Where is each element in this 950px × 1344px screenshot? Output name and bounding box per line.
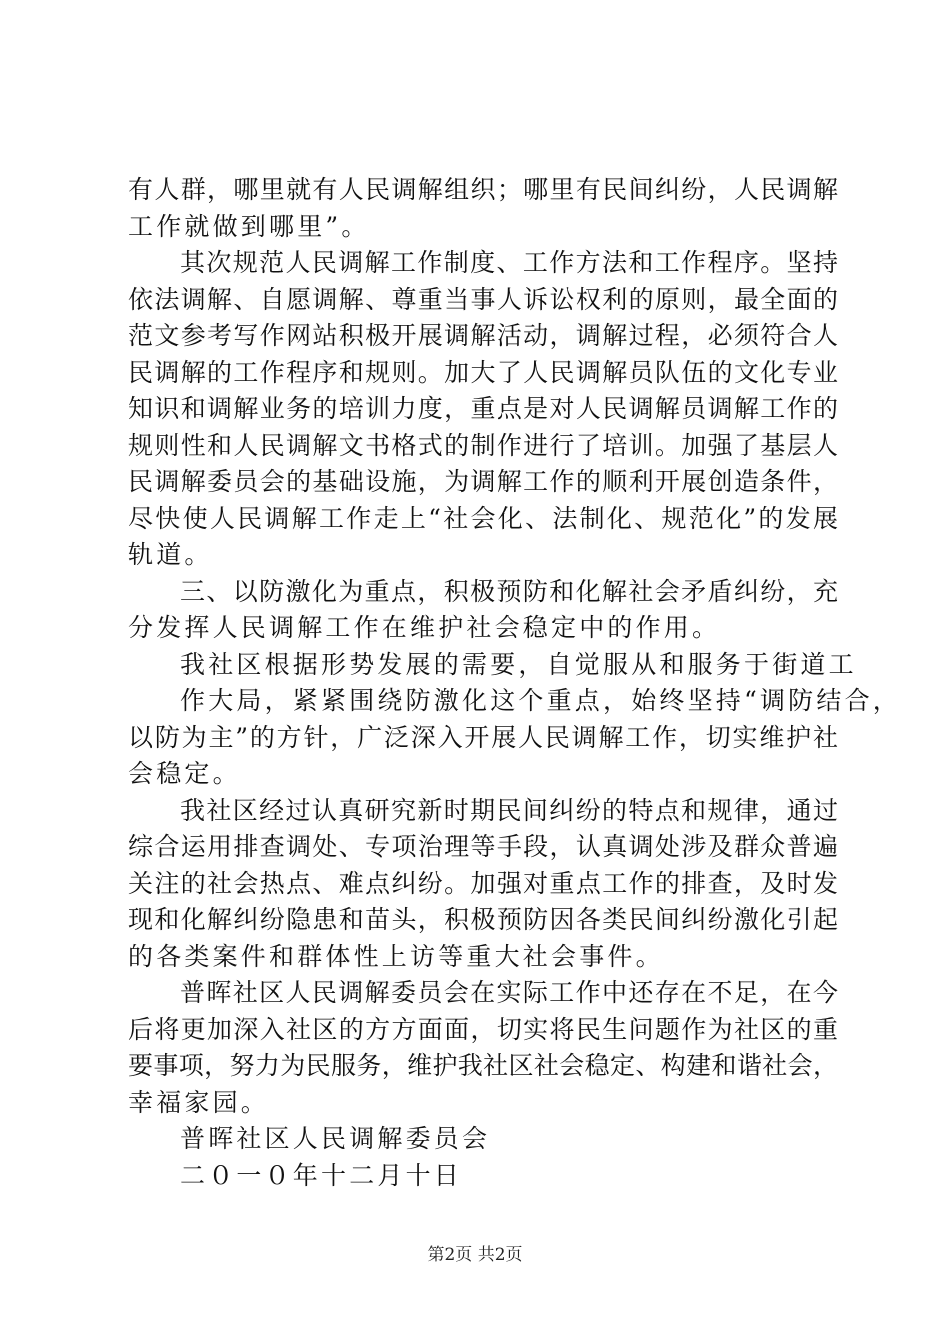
signature-date: 二０一０年十二月十日 xyxy=(180,1160,463,1190)
text-line: 后将更加深入社区的方方面面，切实将民生问题作为社区的重 xyxy=(128,1014,838,1044)
text-line: 作大局，紧紧围绕防激化这个重点，始终坚持“调防结合， xyxy=(180,686,901,715)
text-line: 依法调解、自愿调解、尊重当事人诉讼权利的原则，最全面的 xyxy=(128,284,838,314)
text-line: 要事项，努力为民服务，维护我社区社会稳定、构建和谐社会， xyxy=(128,1051,838,1080)
text-line: 有人群，哪里就有人民调解组织；哪里有民间纠纷，人民调解 xyxy=(128,175,838,204)
text-line: 关注的社会热点、难点纠纷。加强对重点工作的排查，及时发 xyxy=(128,868,838,898)
text-line: 幸福家园。 xyxy=(128,1087,270,1117)
text-line: 三、以防激化为重点，积极预防和化解社会矛盾纠纷，充 xyxy=(180,576,838,606)
text-line: 范文参考写作网站积极开展调解活动，调解过程，必须符合人 xyxy=(128,321,838,350)
text-line: 民调解委员会的基础设施，为调解工作的顺利开展创造条件， xyxy=(128,467,838,496)
text-line: 的各类案件和群体性上访等重大社会事件。 xyxy=(128,941,664,971)
text-line: 分发挥人民调解工作在维护社会稳定中的作用。 xyxy=(128,613,721,642)
page-number-footer: 第2页 共2页 xyxy=(427,1245,523,1265)
text-line: 民调解的工作程序和规则。加大了人民调解员队伍的文化专业 xyxy=(128,357,838,387)
text-line: 尽快使人民调解工作走上“社会化、法制化、规范化”的发展 xyxy=(128,503,838,533)
document-body xyxy=(128,172,901,1194)
text-line: 会稳定。 xyxy=(128,759,241,788)
text-line: 轨道。 xyxy=(128,540,213,569)
text-line: 工作就做到哪里”。 xyxy=(128,211,370,241)
text-line: 规则性和人民调解文书格式的制作进行了培训。加强了基层人 xyxy=(128,430,838,460)
text-line: 我社区根据形势发展的需要，自觉服从和服务于街道工 xyxy=(180,649,857,679)
text-line: 普晖社区人民调解委员会在实际工作中还存在不足，在今 xyxy=(180,978,838,1007)
text-line: 综合运用排查调处、专项治理等手段，认真调处涉及群众普遍 xyxy=(128,832,838,861)
text-line: 以防为主”的方针，广泛深入开展人民调解工作，切实维护社 xyxy=(128,722,838,752)
signature-organization: 普晖社区人民调解委员会 xyxy=(180,1124,491,1153)
text-line: 知识和调解业务的培训力度，重点是对人民调解员调解工作的 xyxy=(128,394,838,423)
text-line: 其次规范人民调解工作制度、工作方法和工作程序。坚持 xyxy=(180,248,838,277)
text-line: 现和化解纠纷隐患和苗头，积极预防因各类民间纠纷激化引起 xyxy=(128,905,838,934)
text-line: 我社区经过认真研究新时期民间纠纷的特点和规律，通过 xyxy=(180,795,838,825)
